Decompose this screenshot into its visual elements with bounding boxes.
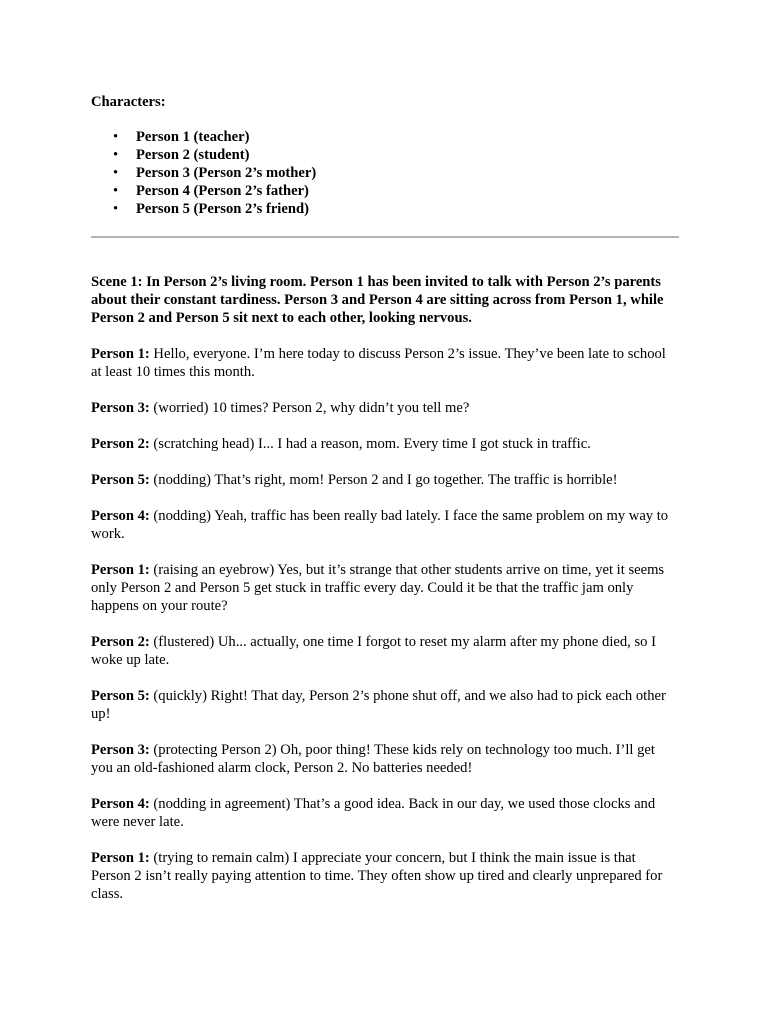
character-label: Person 2 (student) xyxy=(136,147,250,163)
characters-heading: Characters: xyxy=(91,94,166,110)
bullet-icon: • xyxy=(113,129,119,145)
dialogue-line xyxy=(91,471,679,489)
dialogue-text: (protecting Person 2) Oh, poor thing! These kids rely on technology too much. I’ll get you an old-fashioned alarm clock, Person 2. No batteries needed! xyxy=(91,742,655,776)
dialogue-line xyxy=(91,561,679,615)
dialogue-line xyxy=(91,345,679,381)
character-item xyxy=(91,128,679,146)
dialogue-text: (trying to remain calm) I appreciate your concern, but I think the main issue is that Person 2 isn’t really paying attention to time. They often show up tired and clearly unprepared for class. xyxy=(91,850,663,902)
dialogue-line xyxy=(91,435,679,453)
speaker-name: Person 4: xyxy=(91,508,150,524)
speaker-name: Person 4: xyxy=(91,796,150,812)
bullet-icon: • xyxy=(113,165,119,181)
dialogue-text: (quickly) Right! That day, Person 2’s phone shut off, and we also had to pick each other up! xyxy=(91,688,666,722)
character-label: Person 1 (teacher) xyxy=(136,129,250,145)
speaker-name: Person 5: xyxy=(91,688,150,704)
dialogue-line xyxy=(91,741,679,777)
speaker-name: Person 1: xyxy=(91,850,150,866)
dialogue-line xyxy=(91,795,679,831)
character-item xyxy=(91,182,679,200)
dialogue-text: (scratching head) I... I had a reason, mom. Every time I got stuck in traffic. xyxy=(149,436,591,452)
speaker-name: Person 2: xyxy=(91,436,150,452)
dialogue-line xyxy=(91,849,679,903)
character-label: Person 4 (Person 2’s father) xyxy=(136,183,309,199)
character-label: Person 3 (Person 2’s mother) xyxy=(136,165,317,181)
bullet-icon: • xyxy=(113,147,119,163)
character-item xyxy=(91,146,679,164)
dialogue-text: (nodding in agreement) That’s a good idea. Back in our day, we used those clocks and were never late. xyxy=(91,796,656,830)
speaker-name: Person 3: xyxy=(91,400,150,416)
speaker-name: Person 1: xyxy=(91,346,150,362)
document-page xyxy=(91,93,679,921)
speaker-name: Person 5: xyxy=(91,472,150,488)
dialogue-text: (worried) 10 times? Person 2, why didn’t you tell me? xyxy=(149,400,470,416)
dialogue-line xyxy=(91,633,679,669)
horizontal-divider xyxy=(91,236,679,238)
character-item xyxy=(91,164,679,182)
character-label: Person 5 (Person 2’s friend) xyxy=(136,201,309,217)
dialogue-line xyxy=(91,399,679,417)
bullet-icon: • xyxy=(113,183,119,199)
bullet-icon: • xyxy=(113,201,119,217)
dialogue-text: (raising an eyebrow) Yes, but it’s strange that other students arrive on time, yet it seems only Person 2 and Person 5 get stuck in traffic every day. Could it be that the traffic jam only happens on your route? xyxy=(91,562,665,614)
scene-heading: Scene 1: In Person 2’s living room. Person 1 has been invited to talk with Person 2’s parents about their constant tardiness. Person 3 and Person 4 are sitting across from Person 1, while Person 2 and Person 5 sit next to each other, looking nervous. xyxy=(91,274,664,326)
dialogue-line xyxy=(91,507,679,543)
characters-list xyxy=(91,128,679,218)
speaker-name: Person 2: xyxy=(91,634,150,650)
speaker-name: Person 3: xyxy=(91,742,150,758)
dialogue-text: Hello, everyone. I’m here today to discuss Person 2’s issue. They’ve been late to school at least 10 times this month. xyxy=(91,346,666,380)
dialogue-text: (nodding) That’s right, mom! Person 2 and I go together. The traffic is horrible! xyxy=(149,472,618,488)
dialogue-text: (nodding) Yeah, traffic has been really bad lately. I face the same problem on my way to work. xyxy=(91,508,669,542)
dialogue-line xyxy=(91,687,679,723)
character-item xyxy=(91,200,679,218)
dialogue-text: (flustered) Uh... actually, one time I forgot to reset my alarm after my phone died, so I woke up late. xyxy=(91,634,656,668)
speaker-name: Person 1: xyxy=(91,562,150,578)
